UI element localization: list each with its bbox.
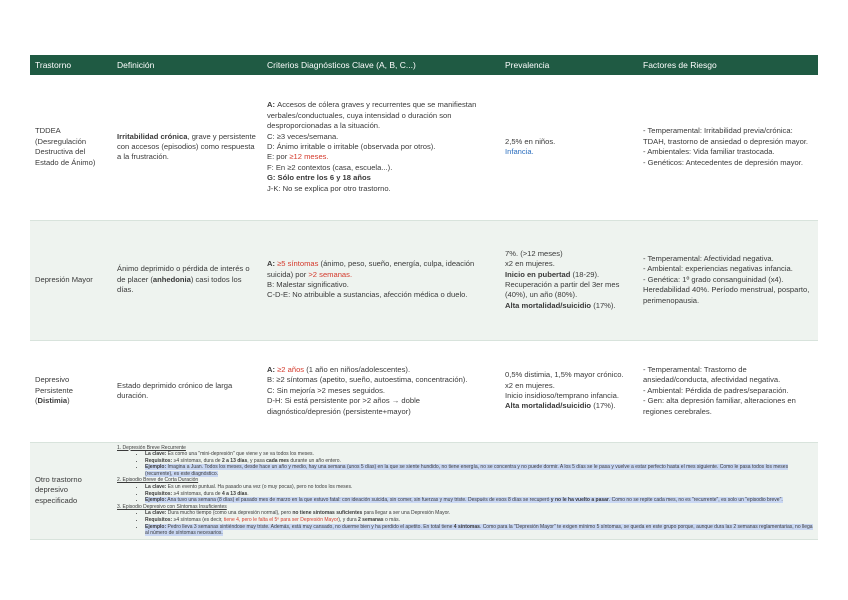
crit-a: [267, 100, 495, 131]
prev-line: 7%. (>12 meses): [505, 248, 563, 258]
crit-g-prefix: G:: [267, 173, 278, 183]
req-text: ≥4 síntomas, dura de: [173, 490, 222, 497]
cell-prevalence: [500, 75, 638, 220]
risk-item: - Temperamental: Afectividad negativa.: [643, 253, 774, 263]
crit-jk: J-K: No se explica por otro trastorno.: [267, 183, 391, 193]
prev-line: 0,5% distimia, 1,5% mayor crónico.: [505, 370, 624, 380]
prev-line: Recuperación a partir del 3er mes (40%), un año (80%).: [505, 280, 620, 300]
crit-cde: C-D-E: No atribuible a sustancias, afección médica o duelo.: [267, 290, 468, 300]
prev-mortality: [505, 401, 633, 411]
table-row-tddea: [30, 75, 818, 220]
table-row-depresion-mayor: [30, 220, 818, 340]
cell-name: Depresión Mayor: [30, 220, 112, 340]
risk-item: - Ambiental: Pérdida de padres/separación.: [643, 385, 789, 395]
crit-dh: D-H: Si está persistente por >2 años → doble diagnóstico/depresión (persistente+mayor): [267, 396, 421, 416]
subtype-ej: [145, 464, 813, 477]
crit-a-prefix: A:: [267, 100, 278, 110]
crit-a-text: Accesos de cólera graves y recurrentes que se manifiestan verbales/conductuales, cuya intensidad o duración son desproporcionadas a la situación.: [267, 100, 477, 131]
cell-prevalence: [500, 340, 638, 442]
label-clave: La clave:: [145, 510, 167, 517]
ej-text: Imagina a Juan. Todos los meses, desde hace un año y medio, hay una semana (unos 5 días) en la que se siente hundido, no tiene energía, no se concentra y no puede dormir. A los 5 días se le pasa y vuelve a estar perfecto hasta el mes siguiente. Como le pasa todos los meses (recurrente), es este diagnóstico.: [145, 464, 789, 477]
req-text: durante un año entero.: [288, 457, 341, 464]
cell-criteria: [262, 220, 500, 340]
prev-bold: Alta mortalidad/suicidio: [505, 401, 592, 411]
clave-text: para llegar a ser una Depresión Mayor.: [362, 510, 451, 517]
crit-e-prefix: E: por: [267, 152, 290, 162]
crit-b: B: Malestar significativo.: [267, 280, 349, 289]
subtype-title: 3. Episodio Depresivo con Síntomas Insuficientes: [117, 503, 227, 510]
req-bold: 2 semanas: [358, 517, 384, 524]
subtype-clave: [145, 510, 813, 517]
prev-text: 2,5% en niños.: [505, 136, 556, 146]
ej-text: Ana tuvo una semana (8 días) el pasado mes de marzo en la que estuvo fatal: con ideación suicida, sin comer, sin fuerzas y muy triste. Después de esos 8 días se recuperó: [167, 497, 550, 504]
crit-a: [267, 365, 495, 375]
risk-item: - Ambientales: Vida familiar trastocada.: [643, 147, 775, 157]
def-bold: Irritabilidad crónica: [117, 131, 188, 141]
header-criterios: Criterios Diagnósticos Clave (A, B, C...): [262, 55, 500, 75]
def-post: ) casi todos los días.: [117, 274, 242, 295]
risk-item: - Temperamental: Irritabilidad previa/crónica: TDAH, trastorno de ansiedad o depresión mayor.: [643, 126, 809, 146]
req-text: , y pasa: [247, 457, 267, 464]
disorders-table-sheet: [30, 55, 818, 540]
ej-bold: 4 síntomas: [453, 523, 480, 530]
prev-line: x2 en mujeres.: [505, 380, 555, 390]
crit-b: B: ≥2 síntomas (apetito, sueño, autoestima, concentración).: [267, 375, 468, 385]
req-red: tiene 4, pero le falta el 5º para ser Depresión Mayor: [223, 517, 339, 524]
req-bold: 2 a 13 días: [221, 457, 248, 464]
cell-definition: [112, 220, 262, 340]
crit-a-prefix: A:: [267, 364, 278, 374]
prev-mortality: [505, 301, 633, 311]
ej-text: . Como para la "Depresión Mayor" te exigen mínimo 5 síntomas, se queda en este grupo porque, aunque dura las 2 semanas reglamentarias, no llega al número de síntomas necesarios.: [145, 523, 813, 537]
header-prevalencia: Prevalencia: [500, 55, 638, 75]
clave-text: Es como una "mini-depresión" que viene y se va todos los meses.: [167, 451, 314, 458]
risk-item: - Genética: 1º grado consanguinidad (x4). Heredabilidad 40%. Período menstrual, posparto, perimenopausia.: [643, 274, 810, 305]
label-clave: La clave:: [145, 451, 167, 458]
header-trastorno: Trastorno: [30, 55, 112, 75]
cell-definition: Estado deprimido crónico de larga duración.: [112, 340, 262, 442]
crit-g-bold: Sólo entre los 6 y 18 años: [277, 173, 371, 183]
label-ej: Ejemplo:: [145, 464, 167, 471]
cell-name: Otro trastorno depresivo especificado: [30, 442, 112, 539]
crit-a: [267, 259, 495, 280]
cell-risk: [638, 75, 818, 220]
name-pre: Depresivo Persistente (: [35, 375, 73, 406]
risk-item: - Gen: alta depresión familiar, alteraciones en regiones cerebrales.: [643, 396, 796, 416]
prev-blue: Infancia.: [505, 147, 534, 157]
crit-c: C: Sin mejoría >2 meses seguidos.: [267, 385, 385, 395]
req-text: ≥4 síntomas (es decir,: [173, 517, 224, 524]
subtype-req: [145, 491, 813, 498]
label-ej: Ejemplo:: [145, 497, 167, 504]
crit-a-prefix: A:: [267, 259, 278, 269]
req-text: ), y dura: [338, 517, 359, 524]
ej-bold: y no le ha vuelto a pasar: [550, 497, 609, 504]
subtype-req: [145, 517, 813, 524]
prev-line: (18-29).: [570, 269, 600, 279]
name-post: ): [67, 396, 70, 406]
risk-item: - Genéticos: Antecedentes de depresión mayor.: [643, 157, 803, 167]
crit-c: C: ≥3 veces/semana.: [267, 131, 339, 141]
subtype-title: 1. Depresión Breve Recurrente: [117, 444, 186, 451]
prev-bold: Inicio en pubertad: [505, 269, 571, 279]
prev-line: (17%).: [591, 300, 616, 310]
clave-text: Es un evento puntual. Ha pasado una vez (o muy pocas), pero no todos los meses.: [167, 484, 353, 491]
prev-onset: [505, 270, 633, 280]
subtype-clave: [145, 484, 813, 491]
risk-item: - Ambiental: experiencias negativas infancia.: [643, 264, 793, 274]
subtype-list: [117, 510, 813, 536]
table-header-row: [30, 55, 818, 75]
cell-definition: [112, 75, 262, 220]
subtype-list: [117, 451, 813, 477]
cell-criteria: [262, 340, 500, 442]
subtype-title: 2. Episodio Breve de Corta Duración: [117, 477, 199, 484]
req-text: o más.: [383, 517, 400, 524]
crit-a-red: ≥2 años: [277, 364, 305, 374]
cell-risk: [638, 340, 818, 442]
clave-bold: no tiene síntomas suficientes: [292, 510, 363, 517]
cell-criteria: [262, 75, 500, 220]
subtype-req: [145, 458, 813, 465]
cell-name: [30, 340, 112, 442]
header-definicion: Definición: [112, 55, 262, 75]
def-bold: anhedonia: [152, 274, 191, 284]
crit-e-red: ≥12 meses.: [289, 152, 329, 162]
cell-risk: [638, 220, 818, 340]
crit-f: F: En ≥2 contextos (casa, escuela...).: [267, 162, 393, 172]
table-row-otro: [30, 442, 818, 539]
subtype-ej: [145, 524, 813, 537]
def-pre: Ánimo deprimido o pérdida de interés o de placer (: [117, 264, 250, 284]
name-bold: Distimia: [37, 396, 68, 406]
label-clave: La clave:: [145, 484, 167, 491]
crit-a-red: ≥5 síntomas: [277, 259, 319, 269]
crit-d: D: Ánimo irritable o irritable (observada por otros).: [267, 142, 436, 152]
prev-bold: Alta mortalidad/suicidio: [505, 300, 592, 310]
header-factores: Factores de Riesgo: [638, 55, 818, 75]
label-req: Requisitos:: [145, 490, 173, 497]
cell-subtypes: [112, 442, 818, 539]
crit-a-text: (1 año en niños/adolescentes).: [304, 364, 411, 374]
ej-text: . Como no se repite cada mes, no es "recurrente", es solo un "episodio breve".: [608, 497, 783, 504]
req-bold: cada mes: [266, 457, 289, 464]
ej-text: Pedro lleva 3 semanas sintiéndose muy triste. Además, está muy cansado, no duerme bien y ha perdido el apetito. En total tiene: [167, 523, 454, 530]
label-req: Requisitos:: [145, 457, 173, 464]
crit-a-red2: >2 semanas.: [308, 269, 353, 279]
prev-line: Inicio insidioso/temprano infancia.: [505, 391, 619, 400]
label-ej: Ejemplo:: [145, 523, 167, 530]
def-rest: , grave y persistente con accesos (episodios) como respuesta a la frustración.: [117, 131, 256, 162]
crit-e: [267, 152, 495, 162]
req-bold: 4 a 13 días: [221, 490, 248, 497]
crit-a-text: (ánimo, peso, sueño, energía, culpa, ideación suicida) por: [267, 259, 475, 279]
subtype-list: [117, 484, 813, 504]
prev-line: x2 en mujeres.: [505, 259, 555, 269]
req-text: ≥4 síntomas, dura de: [173, 457, 222, 464]
prev-line: (17%).: [591, 401, 616, 411]
crit-g: [267, 173, 495, 183]
subtype-ej: [145, 497, 813, 504]
table-row-distimia: [30, 340, 818, 442]
cell-prevalence: [500, 220, 638, 340]
req-text: .: [247, 490, 249, 497]
disorders-table: [30, 55, 818, 540]
label-req: Requisitos:: [145, 517, 173, 524]
clave-text: Dura mucho tiempo (como una depresión normal), pero: [167, 510, 293, 517]
risk-item: - Temperamental: Trastorno de ansiedad/conducta, afectividad negativa.: [643, 364, 781, 385]
subtype-clave: [145, 451, 813, 458]
cell-name: TDDEA (Desregulación Destructiva del Estado de Ánimo): [30, 75, 112, 220]
